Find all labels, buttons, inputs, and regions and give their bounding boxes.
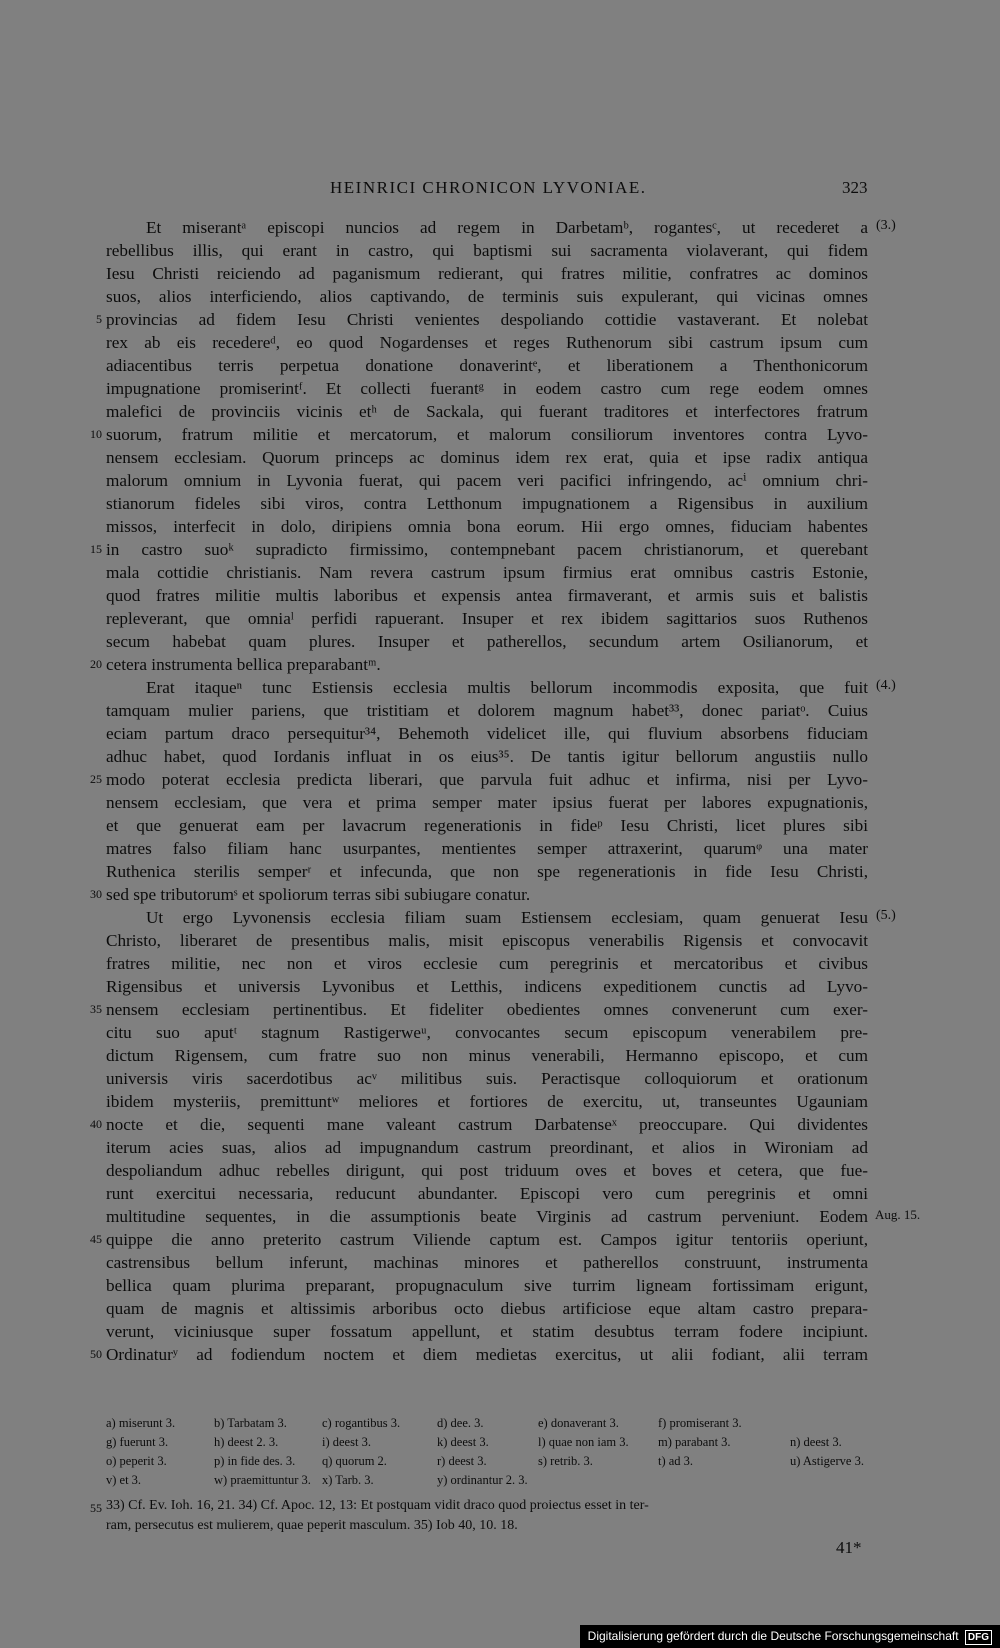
- text-line: [0, 837, 1000, 860]
- line-text: quod fratres militie multis laboribus et expensis antea firmaverant, et armis suis et balistis: [106, 586, 868, 605]
- line-number: 40: [90, 1117, 102, 1131]
- text-line: [0, 998, 1000, 1021]
- line-number: 35: [90, 1002, 102, 1016]
- text-line: [0, 653, 1000, 676]
- running-title: HEINRICI CHRONICON LYVONIAE.: [330, 178, 647, 197]
- line-text: castrensibus bellum inferunt, machinas minores et patherellos construunt, instrumenta: [106, 1253, 868, 1272]
- line-text: malefici de provinciis vicinis etʰ de Sackala, qui fuerant traditores et interfectores fratrum: [106, 402, 868, 421]
- text-line: [0, 676, 1000, 699]
- line-text: universis viris sacerdotibus acᵛ militibus suis. Peractisque colloquiorum et orationum: [106, 1069, 868, 1088]
- line-text: verunt, viciniusque super fossatum appellunt, et statim desubtus terram fodere incipiunt.: [106, 1322, 868, 1341]
- footnote: a) miserunt 3.: [106, 1416, 176, 1430]
- text-line: [0, 469, 1000, 492]
- digitization-footer: [580, 1625, 1000, 1648]
- line-text: malorum omnium in Lyvonia fuerat, qui pacem veri pacifici infringendo, acⁱ omnium chri-: [106, 471, 868, 490]
- line-text: repleverant, que omniaˡ perfidi rapuerant. Insuper et rex ibidem sagittarios suos Ruthenos: [106, 609, 868, 628]
- line-text: eciam partum draco persequitur³⁴, Behemoth videlicet ille, qui fluvium absorbens fiduciam: [106, 724, 868, 743]
- reference-line: [0, 1498, 1000, 1518]
- line-text: dictum Rigensem, cum fratre suo non minus venerabili, Hermanno episcopo, et cum: [106, 1046, 868, 1065]
- reference-text: ram, persecutus est mulierem, quae peperit masculum. 35) Iob 40, 10. 18.: [106, 1518, 518, 1533]
- footnote: t) ad 3.: [658, 1454, 694, 1468]
- line-text: multitudine sequentes, in die assumptionis beate Virginis ad castrum perveniunt. Eodem: [106, 1207, 868, 1226]
- text-line: [0, 883, 1000, 906]
- line-text: ibidem mysteriis, premittuntʷ meliores et fortiores de exercitu, ut, transeuntes Ugauniam: [106, 1092, 868, 1111]
- footnote: c) rogantibus 3.: [322, 1416, 401, 1430]
- footnote: q) quorum 2.: [322, 1454, 387, 1468]
- text-line: [0, 1251, 1000, 1274]
- line-text: mala cottidie christianis. Nam revera castrum ipsum firmius erat omnibus castris Estonie,: [106, 563, 868, 582]
- footnote: u) Astigerve 3.: [790, 1454, 864, 1468]
- line-text: rex ab eis recedereᵈ, eo quod Nogardenses et reges Ruthenorum sibi castrum ipsum cum: [106, 333, 868, 352]
- line-number: 50: [90, 1347, 102, 1361]
- text-line: [0, 791, 1000, 814]
- line-text: adhuc habet, quod Iordanis influat in os eius³⁵. De tantis igitur bellorum angustiis nullo: [106, 747, 868, 766]
- footnote: k) deest 3.: [437, 1435, 489, 1449]
- line-text: modo poterat ecclesia predicta liberari, que parvula fuit adhuc et infirma, nisi per Lyvo-: [106, 770, 868, 789]
- line-text: rebellibus illis, qui erant in castro, qui baptismi sui sacramenta violaverant, qui fidem: [106, 241, 868, 260]
- text-line: [0, 1044, 1000, 1067]
- text-line: [0, 1320, 1000, 1343]
- line-number: 20: [90, 657, 102, 671]
- line-text: in castro suoᵏ supradicto firmissimo, contempnebant pacem christianorum, et querebant: [106, 540, 868, 559]
- margin-note: (3.): [876, 218, 896, 233]
- line-number: 15: [90, 542, 102, 556]
- footnote: s) retrib. 3.: [538, 1454, 593, 1468]
- footnote: l) quae non iam 3.: [538, 1435, 629, 1449]
- margin-note: (5.): [876, 908, 896, 923]
- line-number: 45: [90, 1232, 102, 1246]
- line-number: 30: [90, 887, 102, 901]
- footnote-row: [0, 1435, 1000, 1454]
- text-line: [0, 1136, 1000, 1159]
- line-text: provincias ad fidem Iesu Christi venientes despoliando cottidie vastaverant. Et nolebat: [106, 310, 868, 329]
- line-text: nocte et die, sequenti mane valeant castrum Darbatenseˣ preoccupare. Qui dividentes: [106, 1115, 868, 1134]
- text-line: [0, 1205, 1000, 1228]
- reference-line: [0, 1518, 1000, 1538]
- footnote: p) in fide des. 3.: [214, 1454, 296, 1468]
- text-line: [0, 538, 1000, 561]
- footnote-row: [0, 1473, 1000, 1492]
- line-text: nensem ecclesiam pertinentibus. Et fideliter obedientes omnes convenerunt cum exer-: [106, 1000, 868, 1019]
- text-line: [0, 607, 1000, 630]
- line-text: bellica quam plurima preparant, propugnaculum sive turrim ligneam fortissimam erigunt,: [106, 1276, 868, 1295]
- line-number: 25: [90, 772, 102, 786]
- footnote: e) donaverant 3.: [538, 1416, 619, 1430]
- footnote: d) dee. 3.: [437, 1416, 484, 1430]
- text-line: [0, 699, 1000, 722]
- line-text: Rigensibus et universis Lyvonibus et Letthis, indicens expeditionem cunctis ad Lyvo-: [106, 977, 868, 996]
- line-text: Et miserantᵃ episcopi nuncios ad regem in Darbetamᵇ, rogantesᶜ, ut recederet a: [146, 218, 868, 237]
- footnote: v) et 3.: [106, 1473, 142, 1487]
- text-line: [0, 515, 1000, 538]
- text-line: [0, 1159, 1000, 1182]
- page-number: 323: [842, 178, 868, 197]
- footnote: r) deest 3.: [437, 1454, 487, 1468]
- footnote-row: [0, 1416, 1000, 1435]
- line-text: cetera instrumenta bellica preparabantᵐ.: [106, 655, 381, 674]
- text-line: [0, 1343, 1000, 1366]
- line-text: sed spe tributorumˢ et spoliorum terras sibi subiugare conatur.: [106, 885, 531, 904]
- footnote: y) ordinantur 2. 3.: [437, 1473, 528, 1487]
- line-text: Ut ergo Lyvonensis ecclesia filiam suam Estiensem ecclesiam, quam genuerat Iesu: [146, 908, 868, 927]
- text-line: [0, 1274, 1000, 1297]
- footnote: b) Tarbatam 3.: [214, 1416, 287, 1430]
- line-text: stianorum fideles sibi viros, contra Letthonum impugnationem a Rigensibus in auxilium: [106, 494, 868, 513]
- footnote: n) deest 3.: [790, 1435, 842, 1449]
- footnote: m) parabant 3.: [658, 1435, 731, 1449]
- text-line: [0, 1182, 1000, 1205]
- line-text: Ruthenica sterilis semperʳ et infecunda, que non spe regenerationis in fide Iesu Christi,: [106, 862, 868, 881]
- text-line: [0, 1090, 1000, 1113]
- line-text: nensem ecclesiam. Quorum princeps ac dominus idem rex erat, quia et ipse radix antiqua: [106, 448, 868, 467]
- text-line: [0, 630, 1000, 653]
- line-text: runt exercitui necessaria, reducunt abundanter. Episcopi vero cum peregrinis et omni: [106, 1184, 868, 1203]
- line-text: Ordinaturʸ ad fodiendum noctem et diem medietas exercitus, ut alii fodiant, alii terram: [106, 1345, 868, 1364]
- footnote: g) fuerunt 3.: [106, 1435, 169, 1449]
- line-text: adiacentibus terris perpetua donatione donaverintᵉ, et liberationem a Thenthonicorum: [106, 356, 868, 375]
- running-header: [0, 178, 1000, 202]
- text-line: [0, 1021, 1000, 1044]
- line-number: 10: [90, 427, 102, 441]
- text-line: [0, 768, 1000, 791]
- text-line: [0, 423, 1000, 446]
- line-text: iterum acies suas, alios ad impugnandum castrum preordinant, et alios in Wironiam ad: [106, 1138, 868, 1157]
- text-line: [0, 262, 1000, 285]
- reference-text: 33) Cf. Ev. Ioh. 16, 21. 34) Cf. Apoc. 12, 13: Et postquam vidit draco quod proiectus esset in ter-: [106, 1498, 649, 1513]
- footnote: o) peperit 3.: [106, 1454, 167, 1468]
- text-line: [0, 492, 1000, 515]
- line-text: impugnatione promiserintᶠ. Et collecti fuerantᵍ in eodem castro cum rege eodem omnes: [106, 379, 868, 398]
- line-text: et que genuerat eam per lavacrum regenerationis in fideᵖ Iesu Christi, licet plures sibi: [106, 816, 868, 835]
- footnote: f) promiserant 3.: [658, 1416, 742, 1430]
- line-text: Christo, liberaret de presentibus malis, misit episcopus venerabilis Rigensis et convocavit: [106, 931, 868, 950]
- line-text: suorum, fratrum militie et mercatorum, et malorum consiliorum inventores contra Lyvo-: [106, 425, 868, 444]
- line-text: citu suo aputᵗ stagnum Rastigerweᵘ, convocantes secum episcopum venerabilem pre-: [106, 1023, 868, 1042]
- text-line: [0, 1228, 1000, 1251]
- text-line: [0, 952, 1000, 975]
- line-text: fratres militie, nec non et viros ecclesie cum peregrinis et mercatoribus et civibus: [106, 954, 868, 973]
- text-line: [0, 584, 1000, 607]
- footnote: w) praemittuntur 3.: [214, 1473, 311, 1487]
- footnote: i) deest 3.: [322, 1435, 371, 1449]
- line-number: 55: [90, 1501, 102, 1515]
- line-text: quippe die anno preterito castrum Viliende captum est. Campos igitur tentoriis operiunt,: [106, 1230, 868, 1249]
- text-line: [0, 446, 1000, 469]
- text-line: [0, 400, 1000, 423]
- text-line: [0, 285, 1000, 308]
- text-line: [0, 1113, 1000, 1136]
- text-line: [0, 814, 1000, 837]
- footnote: x) Tarb. 3.: [322, 1473, 374, 1487]
- text-line: [0, 745, 1000, 768]
- text-line: [0, 975, 1000, 998]
- text-line: [0, 1067, 1000, 1090]
- text-line: [0, 929, 1000, 952]
- text-line: [0, 561, 1000, 584]
- text-line: [0, 239, 1000, 262]
- footer-text: Digitalisierung gefördert durch die Deutsche Forschungsgemeinschaft: [587, 1629, 959, 1643]
- text-line: [0, 308, 1000, 331]
- text-line: [0, 354, 1000, 377]
- line-number: 5: [96, 312, 102, 326]
- line-text: tamquam mulier pariens, que tristitiam et dolorem magnum habet³³, donec pariatᵒ. Cuius: [106, 701, 868, 720]
- line-text: quam de magnis et altissimis arboribus octo diebus artificiose eque altam castro prepara-: [106, 1299, 868, 1318]
- text-line: [0, 722, 1000, 745]
- line-text: Erat itaqueⁿ tunc Estiensis ecclesia multis bellorum incommodis exposita, que fuit: [146, 678, 868, 697]
- text-line: [0, 377, 1000, 400]
- text-line: [0, 906, 1000, 929]
- line-text: secum habebat quam plures. Insuper et patherellos, secundum artem Osilianorum, et: [106, 632, 868, 651]
- footnote-row: [0, 1454, 1000, 1473]
- text-line: [0, 331, 1000, 354]
- text-line: [0, 1297, 1000, 1320]
- text-line: [0, 860, 1000, 883]
- line-text: nensem ecclesiam, que vera et prima semper mater ipsius fuerat per labores expugnationis,: [106, 793, 868, 812]
- dfg-logo: DFG: [965, 1630, 992, 1645]
- margin-note: (4.): [876, 678, 896, 693]
- line-text: suos, alios interficiendo, alios captivando, de terminis suis expulerant, qui vicinas omnes: [106, 287, 868, 306]
- line-text: missos, interfecit in dolo, diripiens omnia bona eorum. Hii ergo omnes, fiduciam habentes: [106, 517, 868, 536]
- line-text: despoliandum adhuc rebelles dirigunt, qui post triduum oves et boves et cetera, que fue-: [106, 1161, 868, 1180]
- text-line: [0, 216, 1000, 239]
- margin-note: Aug. 15.: [875, 1207, 921, 1222]
- line-text: Iesu Christi reiciendo ad paganismum redierant, qui fratres militie, confratres ac dominos: [106, 264, 868, 283]
- signature-mark: 41*: [836, 1538, 862, 1557]
- line-text: matres falso filiam hanc usurpantes, mentientes semper attraxerint, quarumᵠ una mater: [106, 839, 868, 858]
- footnote: h) deest 2. 3.: [214, 1435, 279, 1449]
